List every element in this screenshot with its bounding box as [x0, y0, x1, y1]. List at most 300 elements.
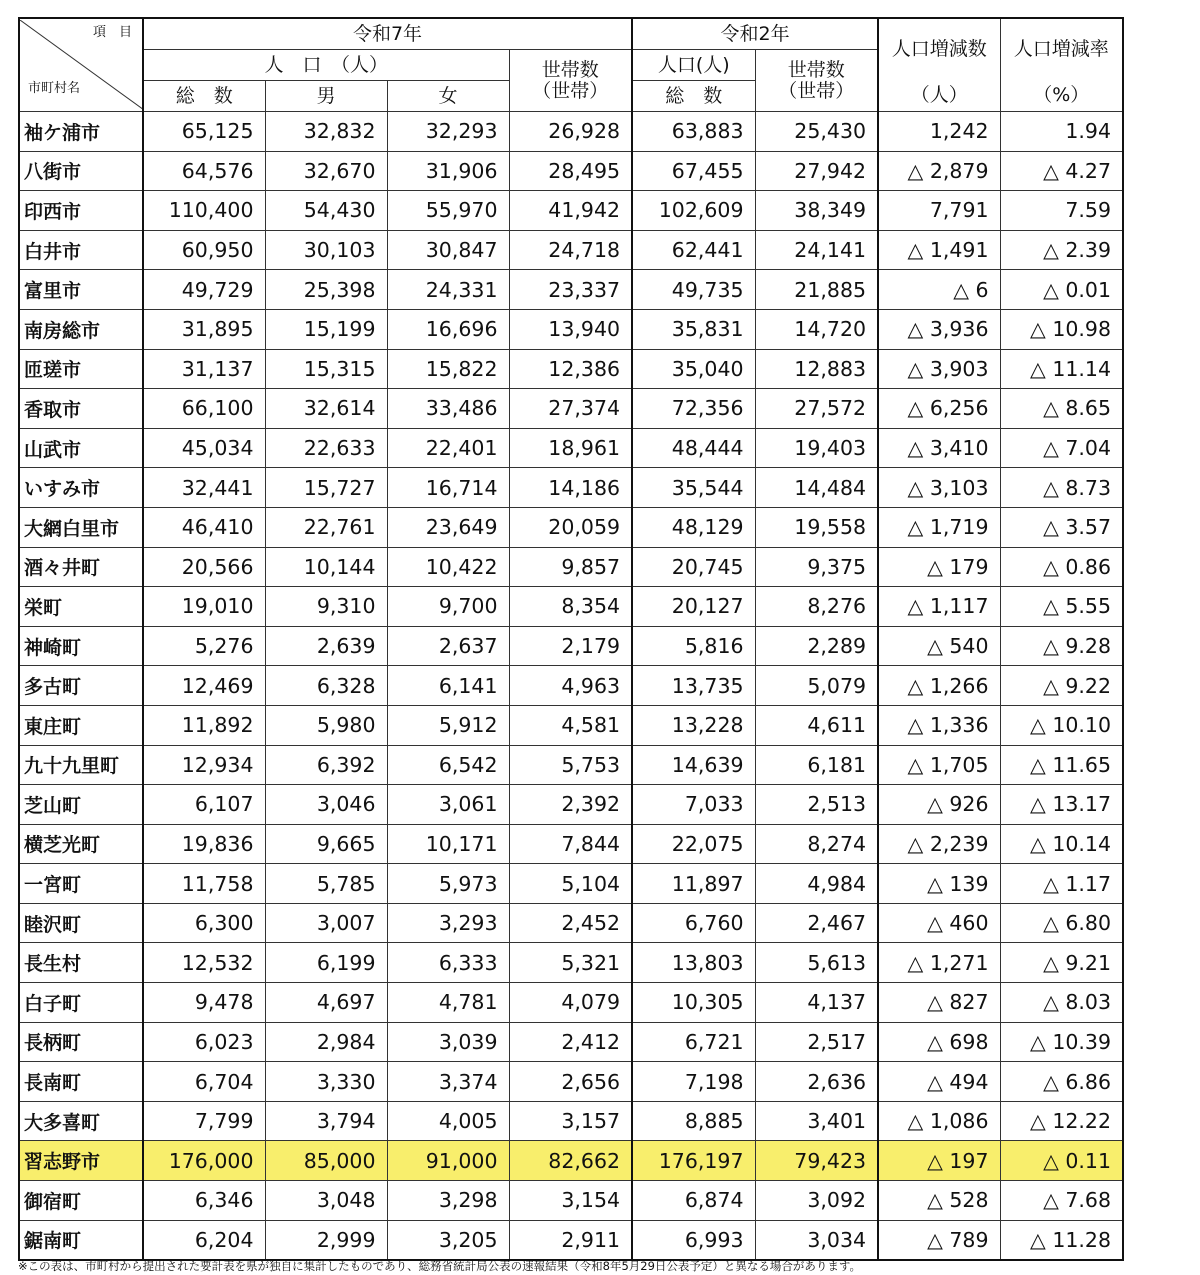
table-row — [19, 270, 1123, 310]
cell-total-r7: 6,204 — [143, 1220, 265, 1260]
table-row — [19, 864, 1123, 904]
header-change-rate-unit: （%） — [1000, 81, 1123, 112]
cell-households-r7: 3,154 — [509, 1181, 632, 1221]
cell-total-r2: 48,129 — [632, 507, 755, 547]
cell-total-r7: 32,441 — [143, 468, 265, 508]
cell-total-r7: 12,934 — [143, 745, 265, 785]
cell-change-rate: △ 10.14 — [1000, 824, 1123, 864]
cell-households-r7: 4,963 — [509, 666, 632, 706]
cell-change-count: △ 1,491 — [878, 230, 1000, 270]
cell-households-r7: 4,581 — [509, 705, 632, 745]
cell-male-r7: 32,614 — [265, 389, 387, 429]
municipality-name: 袖ケ浦市 — [19, 112, 143, 152]
table-body — [19, 112, 1123, 1260]
cell-total-r2: 20,745 — [632, 547, 755, 587]
cell-change-count: △ 3,103 — [878, 468, 1000, 508]
cell-total-r7: 60,950 — [143, 230, 265, 270]
cell-change-rate: △ 9.21 — [1000, 943, 1123, 983]
cell-total-r7: 46,410 — [143, 507, 265, 547]
cell-change-rate: △ 1.17 — [1000, 864, 1123, 904]
cell-change-rate: △ 8.73 — [1000, 468, 1123, 508]
cell-total-r2: 13,228 — [632, 705, 755, 745]
cell-households-r2: 3,401 — [755, 1101, 878, 1141]
cell-households-r2: 4,611 — [755, 705, 878, 745]
cell-change-rate: △ 0.11 — [1000, 1141, 1123, 1181]
cell-households-r2: 2,517 — [755, 1022, 878, 1062]
cell-total-r2: 67,455 — [632, 151, 755, 191]
cell-households-r7: 12,386 — [509, 349, 632, 389]
municipality-name: 一宮町 — [19, 864, 143, 904]
cell-households-r2: 19,558 — [755, 507, 878, 547]
cell-female-r7: 30,847 — [387, 230, 509, 270]
cell-households-r2: 38,349 — [755, 191, 878, 231]
cell-total-r2: 6,760 — [632, 903, 755, 943]
cell-households-r2: 21,885 — [755, 270, 878, 310]
municipality-name: 白子町 — [19, 983, 143, 1023]
cell-change-count: △ 3,903 — [878, 349, 1000, 389]
municipality-name: 東庄町 — [19, 705, 143, 745]
cell-female-r7: 55,970 — [387, 191, 509, 231]
cell-total-r2: 5,816 — [632, 626, 755, 666]
cell-total-r2: 35,544 — [632, 468, 755, 508]
cell-total-r7: 66,100 — [143, 389, 265, 429]
cell-male-r7: 2,999 — [265, 1220, 387, 1260]
cell-households-r2: 5,613 — [755, 943, 878, 983]
municipality-name: 御宿町 — [19, 1181, 143, 1221]
cell-female-r7: 33,486 — [387, 389, 509, 429]
cell-change-rate: △ 11.14 — [1000, 349, 1123, 389]
cell-male-r7: 2,639 — [265, 626, 387, 666]
municipality-name: 山武市 — [19, 428, 143, 468]
cell-change-rate: △ 10.10 — [1000, 705, 1123, 745]
table-row — [19, 191, 1123, 231]
cell-change-rate: △ 7.04 — [1000, 428, 1123, 468]
cell-households-r7: 5,753 — [509, 745, 632, 785]
header-change-count-unit: （人） — [878, 81, 1000, 112]
cell-change-count: △ 827 — [878, 983, 1000, 1023]
municipality-name: 睦沢町 — [19, 903, 143, 943]
table-row — [19, 745, 1123, 785]
header-population-r2: 人口(人) — [632, 50, 755, 81]
cell-total-r2: 13,803 — [632, 943, 755, 983]
cell-total-r7: 64,576 — [143, 151, 265, 191]
cell-households-r7: 18,961 — [509, 428, 632, 468]
cell-change-count: △ 3,936 — [878, 309, 1000, 349]
cell-female-r7: 9,700 — [387, 587, 509, 627]
cell-total-r7: 176,000 — [143, 1141, 265, 1181]
cell-male-r7: 5,785 — [265, 864, 387, 904]
cell-female-r7: 3,039 — [387, 1022, 509, 1062]
cell-female-r7: 3,374 — [387, 1062, 509, 1102]
cell-change-count: △ 179 — [878, 547, 1000, 587]
cell-total-r2: 35,040 — [632, 349, 755, 389]
table-row — [19, 903, 1123, 943]
cell-male-r7: 4,697 — [265, 983, 387, 1023]
cell-households-r7: 23,337 — [509, 270, 632, 310]
cell-total-r7: 49,729 — [143, 270, 265, 310]
cell-female-r7: 3,293 — [387, 903, 509, 943]
cell-female-r7: 15,822 — [387, 349, 509, 389]
cell-male-r7: 54,430 — [265, 191, 387, 231]
cell-female-r7: 3,061 — [387, 785, 509, 825]
table-row — [19, 112, 1123, 152]
cell-change-rate: △ 6.86 — [1000, 1062, 1123, 1102]
cell-total-r2: 6,721 — [632, 1022, 755, 1062]
cell-female-r7: 6,141 — [387, 666, 509, 706]
municipality-name: 栄町 — [19, 587, 143, 627]
cell-change-count: △ 6,256 — [878, 389, 1000, 429]
cell-households-r2: 2,467 — [755, 903, 878, 943]
population-table — [18, 17, 1124, 1261]
cell-households-r2: 8,276 — [755, 587, 878, 627]
cell-male-r7: 3,046 — [265, 785, 387, 825]
cell-total-r7: 7,799 — [143, 1101, 265, 1141]
cell-change-rate: △ 9.28 — [1000, 626, 1123, 666]
cell-total-r7: 45,034 — [143, 428, 265, 468]
cell-change-count: △ 2,239 — [878, 824, 1000, 864]
cell-change-rate: △ 4.27 — [1000, 151, 1123, 191]
cell-male-r7: 6,199 — [265, 943, 387, 983]
table-row — [19, 428, 1123, 468]
cell-households-r7: 4,079 — [509, 983, 632, 1023]
municipality-name: 長生村 — [19, 943, 143, 983]
cell-change-rate: △ 7.68 — [1000, 1181, 1123, 1221]
cell-male-r7: 32,832 — [265, 112, 387, 152]
table-row — [19, 824, 1123, 864]
cell-households-r2: 25,430 — [755, 112, 878, 152]
cell-total-r7: 31,137 — [143, 349, 265, 389]
header-r2: 令和2年 — [632, 18, 878, 50]
cell-change-count: △ 1,719 — [878, 507, 1000, 547]
cell-female-r7: 4,005 — [387, 1101, 509, 1141]
municipality-name: いすみ市 — [19, 468, 143, 508]
municipality-name: 多古町 — [19, 666, 143, 706]
cell-households-r7: 14,186 — [509, 468, 632, 508]
municipality-name: 横芝光町 — [19, 824, 143, 864]
cell-change-rate: △ 11.28 — [1000, 1220, 1123, 1260]
table-row — [19, 468, 1123, 508]
cell-change-count: △ 1,336 — [878, 705, 1000, 745]
cell-total-r7: 11,758 — [143, 864, 265, 904]
cell-female-r7: 6,333 — [387, 943, 509, 983]
cell-households-r7: 5,104 — [509, 864, 632, 904]
header-change-rate: 人口増減率 — [1000, 18, 1123, 81]
cell-female-r7: 31,906 — [387, 151, 509, 191]
cell-households-r7: 2,392 — [509, 785, 632, 825]
cell-female-r7: 16,714 — [387, 468, 509, 508]
cell-total-r7: 11,892 — [143, 705, 265, 745]
cell-change-count: 7,791 — [878, 191, 1000, 231]
cell-change-rate: 1.94 — [1000, 112, 1123, 152]
cell-female-r7: 5,912 — [387, 705, 509, 745]
municipality-name: 酒々井町 — [19, 547, 143, 587]
cell-households-r2: 2,289 — [755, 626, 878, 666]
cell-male-r7: 85,000 — [265, 1141, 387, 1181]
cell-change-rate: △ 12.22 — [1000, 1101, 1123, 1141]
header-population-r7: 人 口 （人） — [143, 50, 509, 81]
cell-total-r2: 62,441 — [632, 230, 755, 270]
cell-male-r7: 15,315 — [265, 349, 387, 389]
cell-total-r2: 20,127 — [632, 587, 755, 627]
cell-households-r7: 20,059 — [509, 507, 632, 547]
cell-households-r7: 28,495 — [509, 151, 632, 191]
cell-households-r7: 26,928 — [509, 112, 632, 152]
cell-total-r7: 12,532 — [143, 943, 265, 983]
cell-total-r7: 6,704 — [143, 1062, 265, 1102]
cell-change-count: △ 460 — [878, 903, 1000, 943]
header-municipality-label: 市町村名 — [28, 80, 81, 96]
cell-households-r2: 19,403 — [755, 428, 878, 468]
cell-male-r7: 9,310 — [265, 587, 387, 627]
cell-female-r7: 3,205 — [387, 1220, 509, 1260]
cell-total-r2: 6,874 — [632, 1181, 755, 1221]
cell-households-r7: 27,374 — [509, 389, 632, 429]
cell-households-r2: 14,720 — [755, 309, 878, 349]
cell-change-rate: △ 5.55 — [1000, 587, 1123, 627]
cell-male-r7: 25,398 — [265, 270, 387, 310]
cell-total-r2: 13,735 — [632, 666, 755, 706]
cell-households-r7: 41,942 — [509, 191, 632, 231]
cell-total-r7: 110,400 — [143, 191, 265, 231]
cell-change-rate: △ 3.57 — [1000, 507, 1123, 547]
municipality-name: 習志野市 — [19, 1141, 143, 1181]
cell-total-r2: 10,305 — [632, 983, 755, 1023]
cell-male-r7: 6,392 — [265, 745, 387, 785]
cell-female-r7: 3,298 — [387, 1181, 509, 1221]
header-households-r7: 世帯数 （世帯） — [509, 50, 632, 112]
municipality-name: 南房総市 — [19, 309, 143, 349]
cell-change-rate: △ 11.65 — [1000, 745, 1123, 785]
header-households-r2: 世帯数 （世帯） — [755, 50, 878, 112]
cell-total-r7: 6,023 — [143, 1022, 265, 1062]
cell-change-count: △ 197 — [878, 1141, 1000, 1181]
cell-total-r2: 14,639 — [632, 745, 755, 785]
cell-male-r7: 30,103 — [265, 230, 387, 270]
cell-change-rate: △ 9.22 — [1000, 666, 1123, 706]
cell-change-count: △ 139 — [878, 864, 1000, 904]
table-row — [19, 547, 1123, 587]
cell-total-r7: 19,010 — [143, 587, 265, 627]
cell-households-r2: 24,141 — [755, 230, 878, 270]
cell-male-r7: 15,199 — [265, 309, 387, 349]
cell-total-r7: 19,836 — [143, 824, 265, 864]
municipality-name: 八街市 — [19, 151, 143, 191]
population-table-container — [18, 17, 1122, 1261]
cell-change-rate: △ 10.98 — [1000, 309, 1123, 349]
table-row — [19, 389, 1123, 429]
cell-total-r7: 5,276 — [143, 626, 265, 666]
cell-change-count: △ 1,705 — [878, 745, 1000, 785]
cell-households-r2: 9,375 — [755, 547, 878, 587]
cell-households-r7: 2,656 — [509, 1062, 632, 1102]
cell-male-r7: 10,144 — [265, 547, 387, 587]
cell-total-r2: 102,609 — [632, 191, 755, 231]
table-row — [19, 1141, 1123, 1181]
cell-households-r7: 82,662 — [509, 1141, 632, 1181]
cell-households-r2: 14,484 — [755, 468, 878, 508]
cell-male-r7: 9,665 — [265, 824, 387, 864]
cell-change-count: △ 698 — [878, 1022, 1000, 1062]
cell-female-r7: 5,973 — [387, 864, 509, 904]
municipality-name: 大多喜町 — [19, 1101, 143, 1141]
cell-change-count: △ 926 — [878, 785, 1000, 825]
cell-female-r7: 4,781 — [387, 983, 509, 1023]
cell-change-count: △ 1,266 — [878, 666, 1000, 706]
cell-households-r7: 7,844 — [509, 824, 632, 864]
table-row — [19, 230, 1123, 270]
table-row — [19, 983, 1123, 1023]
cell-households-r7: 24,718 — [509, 230, 632, 270]
cell-households-r7: 2,412 — [509, 1022, 632, 1062]
cell-male-r7: 3,048 — [265, 1181, 387, 1221]
cell-households-r2: 4,137 — [755, 983, 878, 1023]
cell-female-r7: 2,637 — [387, 626, 509, 666]
cell-male-r7: 3,007 — [265, 903, 387, 943]
municipality-name: 印西市 — [19, 191, 143, 231]
cell-total-r7: 20,566 — [143, 547, 265, 587]
table-row — [19, 151, 1123, 191]
cell-change-count: △ 528 — [878, 1181, 1000, 1221]
table-row — [19, 1062, 1123, 1102]
cell-female-r7: 24,331 — [387, 270, 509, 310]
header-female-r7: 女 — [387, 81, 509, 112]
cell-male-r7: 22,761 — [265, 507, 387, 547]
cell-households-r2: 27,942 — [755, 151, 878, 191]
cell-households-r7: 13,940 — [509, 309, 632, 349]
cell-households-r2: 8,274 — [755, 824, 878, 864]
cell-households-r2: 6,181 — [755, 745, 878, 785]
table-row — [19, 507, 1123, 547]
cell-change-rate: △ 2.39 — [1000, 230, 1123, 270]
municipality-name: 芝山町 — [19, 785, 143, 825]
cell-change-rate: △ 0.86 — [1000, 547, 1123, 587]
cell-change-count: △ 6 — [878, 270, 1000, 310]
header-total-r7: 総 数 — [143, 81, 265, 112]
header-change-count: 人口増減数 — [878, 18, 1000, 81]
municipality-name: 長南町 — [19, 1062, 143, 1102]
cell-households-r2: 5,079 — [755, 666, 878, 706]
cell-total-r7: 6,346 — [143, 1181, 265, 1221]
cell-households-r7: 5,321 — [509, 943, 632, 983]
cell-female-r7: 10,171 — [387, 824, 509, 864]
cell-total-r2: 72,356 — [632, 389, 755, 429]
table-row — [19, 1101, 1123, 1141]
cell-female-r7: 91,000 — [387, 1141, 509, 1181]
cell-total-r7: 12,469 — [143, 666, 265, 706]
cell-change-count: △ 1,271 — [878, 943, 1000, 983]
table-row — [19, 1220, 1123, 1260]
municipality-name: 富里市 — [19, 270, 143, 310]
cell-households-r7: 9,857 — [509, 547, 632, 587]
cell-total-r7: 65,125 — [143, 112, 265, 152]
cell-change-count: △ 494 — [878, 1062, 1000, 1102]
municipality-name: 神崎町 — [19, 626, 143, 666]
cell-households-r7: 2,452 — [509, 903, 632, 943]
cell-female-r7: 16,696 — [387, 309, 509, 349]
cell-change-count: 1,242 — [878, 112, 1000, 152]
cell-households-r2: 2,636 — [755, 1062, 878, 1102]
cell-total-r2: 8,885 — [632, 1101, 755, 1141]
cell-households-r2: 27,572 — [755, 389, 878, 429]
table-row — [19, 666, 1123, 706]
cell-households-r7: 2,911 — [509, 1220, 632, 1260]
cell-male-r7: 5,980 — [265, 705, 387, 745]
cell-total-r2: 11,897 — [632, 864, 755, 904]
cell-total-r2: 35,831 — [632, 309, 755, 349]
cell-change-rate: △ 0.01 — [1000, 270, 1123, 310]
municipality-name: 九十九里町 — [19, 745, 143, 785]
cell-change-count: △ 1,117 — [878, 587, 1000, 627]
header-diagonal-cell — [19, 18, 143, 112]
cell-total-r2: 7,033 — [632, 785, 755, 825]
cell-male-r7: 22,633 — [265, 428, 387, 468]
cell-male-r7: 32,670 — [265, 151, 387, 191]
municipality-name: 大網白里市 — [19, 507, 143, 547]
cell-households-r2: 3,092 — [755, 1181, 878, 1221]
header-male-r7: 男 — [265, 81, 387, 112]
table-row — [19, 1022, 1123, 1062]
cell-change-rate: △ 8.65 — [1000, 389, 1123, 429]
header-item-label: 項 目 — [92, 25, 132, 40]
cell-total-r2: 63,883 — [632, 112, 755, 152]
municipality-name: 香取市 — [19, 389, 143, 429]
table-row — [19, 626, 1123, 666]
cell-households-r2: 79,423 — [755, 1141, 878, 1181]
municipality-name: 長柄町 — [19, 1022, 143, 1062]
cell-households-r2: 4,984 — [755, 864, 878, 904]
table-row — [19, 943, 1123, 983]
cell-change-count: △ 1,086 — [878, 1101, 1000, 1141]
cell-total-r7: 31,895 — [143, 309, 265, 349]
cell-change-rate: 7.59 — [1000, 191, 1123, 231]
cell-total-r7: 6,107 — [143, 785, 265, 825]
table-row — [19, 349, 1123, 389]
cell-female-r7: 22,401 — [387, 428, 509, 468]
cell-female-r7: 23,649 — [387, 507, 509, 547]
table-row — [19, 1181, 1123, 1221]
cell-female-r7: 10,422 — [387, 547, 509, 587]
cell-change-count: △ 540 — [878, 626, 1000, 666]
cell-households-r7: 8,354 — [509, 587, 632, 627]
header-total-r2: 総 数 — [632, 81, 755, 112]
header-r7: 令和7年 — [143, 18, 632, 50]
cell-total-r2: 6,993 — [632, 1220, 755, 1260]
cell-total-r7: 9,478 — [143, 983, 265, 1023]
cell-male-r7: 6,328 — [265, 666, 387, 706]
cell-change-rate: △ 6.80 — [1000, 903, 1123, 943]
cell-female-r7: 6,542 — [387, 745, 509, 785]
cell-total-r2: 49,735 — [632, 270, 755, 310]
cell-male-r7: 3,794 — [265, 1101, 387, 1141]
cell-total-r2: 22,075 — [632, 824, 755, 864]
cell-total-r2: 7,198 — [632, 1062, 755, 1102]
municipality-name: 鋸南町 — [19, 1220, 143, 1260]
cell-households-r2: 3,034 — [755, 1220, 878, 1260]
cell-change-rate: △ 13.17 — [1000, 785, 1123, 825]
cell-total-r2: 176,197 — [632, 1141, 755, 1181]
cell-households-r7: 2,179 — [509, 626, 632, 666]
cell-male-r7: 15,727 — [265, 468, 387, 508]
cell-households-r2: 2,513 — [755, 785, 878, 825]
cell-total-r7: 6,300 — [143, 903, 265, 943]
cell-change-rate: △ 8.03 — [1000, 983, 1123, 1023]
cell-change-rate: △ 10.39 — [1000, 1022, 1123, 1062]
cell-male-r7: 2,984 — [265, 1022, 387, 1062]
table-row — [19, 309, 1123, 349]
municipality-name: 匝瑳市 — [19, 349, 143, 389]
cell-change-count: △ 3,410 — [878, 428, 1000, 468]
cell-change-count: △ 2,879 — [878, 151, 1000, 191]
